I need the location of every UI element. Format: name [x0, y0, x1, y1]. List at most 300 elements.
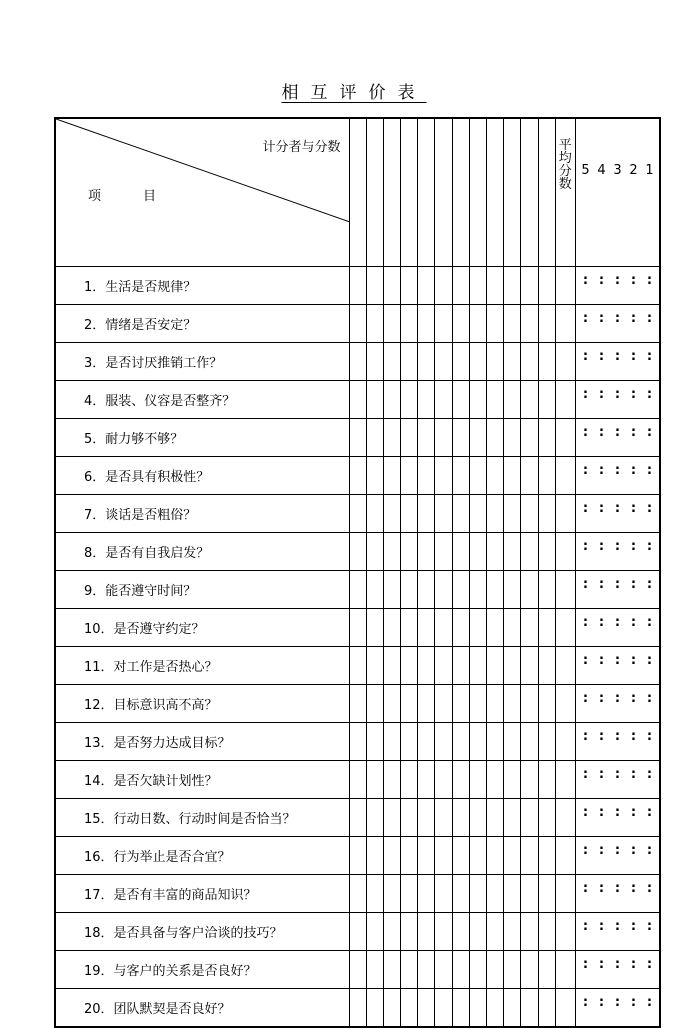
separator-mark: :: [614, 995, 621, 1010]
score-cell[interactable]: [487, 533, 504, 571]
item-question: 1．生活是否规律？: [55, 267, 349, 305]
score-cell[interactable]: [521, 457, 538, 495]
score-cell[interactable]: [521, 723, 538, 761]
score-cell[interactable]: [504, 875, 521, 913]
score-cell[interactable]: [521, 875, 538, 913]
score-cell[interactable]: [538, 875, 555, 913]
score-cell[interactable]: [504, 647, 521, 685]
score-cell[interactable]: [521, 571, 538, 609]
score-cell[interactable]: [366, 305, 383, 343]
score-cell[interactable]: [487, 761, 504, 799]
score-cell[interactable]: [538, 799, 555, 837]
score-cell[interactable]: [521, 685, 538, 723]
score-cell[interactable]: [487, 685, 504, 723]
score-cell[interactable]: [435, 799, 452, 837]
score-cell[interactable]: [401, 343, 418, 381]
score-cell[interactable]: [504, 837, 521, 875]
score-cell[interactable]: [452, 571, 469, 609]
score-cell[interactable]: [521, 609, 538, 647]
score-cell[interactable]: [383, 989, 400, 1028]
score-cell[interactable]: [538, 761, 555, 799]
score-cell[interactable]: [401, 761, 418, 799]
score-cell[interactable]: [435, 875, 452, 913]
average-score-cell[interactable]: [555, 457, 575, 495]
score-cell[interactable]: [538, 571, 555, 609]
score-cell[interactable]: [418, 381, 435, 419]
score-cell[interactable]: [469, 913, 486, 951]
score-cell[interactable]: [469, 381, 486, 419]
score-scale-cell: [575, 723, 660, 761]
score-cell[interactable]: [435, 989, 452, 1028]
score-cell[interactable]: [452, 495, 469, 533]
separator-mark: :: [630, 615, 637, 630]
score-cell[interactable]: [469, 989, 486, 1028]
score-cell[interactable]: [504, 571, 521, 609]
separator-mark: :: [598, 387, 605, 402]
score-cell[interactable]: [469, 495, 486, 533]
score-cell[interactable]: [435, 533, 452, 571]
score-cell[interactable]: [521, 913, 538, 951]
score-cell[interactable]: [401, 381, 418, 419]
score-cell[interactable]: [349, 875, 366, 913]
score-cell[interactable]: [435, 571, 452, 609]
score-cell[interactable]: [452, 419, 469, 457]
score-cell[interactable]: [418, 457, 435, 495]
separator-mark: :: [598, 539, 605, 554]
score-cell[interactable]: [521, 761, 538, 799]
score-cell[interactable]: [469, 837, 486, 875]
score-cell[interactable]: [401, 495, 418, 533]
score-cell[interactable]: [487, 343, 504, 381]
average-score-cell[interactable]: [555, 533, 575, 571]
score-cell[interactable]: [538, 495, 555, 533]
score-cell[interactable]: [383, 343, 400, 381]
score-cell[interactable]: [349, 647, 366, 685]
score-cell[interactable]: [383, 419, 400, 457]
separator-mark: :: [646, 615, 653, 630]
average-score-cell[interactable]: [555, 609, 575, 647]
score-cell[interactable]: [452, 647, 469, 685]
score-cell[interactable]: [366, 837, 383, 875]
score-cell[interactable]: [538, 381, 555, 419]
scorer-column-header: [435, 118, 452, 267]
separator-mark: :: [582, 957, 589, 972]
score-cell[interactable]: [469, 305, 486, 343]
score-cell[interactable]: [538, 685, 555, 723]
average-score-cell[interactable]: [555, 723, 575, 761]
score-cell[interactable]: [452, 875, 469, 913]
score-cell[interactable]: [349, 761, 366, 799]
score-cell[interactable]: [349, 533, 366, 571]
score-cell[interactable]: [349, 609, 366, 647]
score-cell[interactable]: [452, 989, 469, 1028]
separator-mark: :: [646, 995, 653, 1010]
scorer-label: 计分者与分数: [262, 140, 341, 155]
score-cell[interactable]: [435, 761, 452, 799]
score-cell[interactable]: [401, 419, 418, 457]
score-cell[interactable]: [401, 457, 418, 495]
score-cell[interactable]: [487, 989, 504, 1028]
separator-mark: :: [598, 729, 605, 744]
separator-mark: :: [646, 425, 653, 440]
average-score-cell[interactable]: [555, 343, 575, 381]
average-score-cell[interactable]: [555, 989, 575, 1028]
table-row: [55, 457, 660, 495]
score-cell[interactable]: [349, 837, 366, 875]
score-cell[interactable]: [401, 305, 418, 343]
score-cell[interactable]: [435, 381, 452, 419]
score-cell[interactable]: [349, 457, 366, 495]
score-cell[interactable]: [504, 419, 521, 457]
score-cell[interactable]: [435, 647, 452, 685]
score-cell[interactable]: [418, 799, 435, 837]
score-cell[interactable]: [435, 723, 452, 761]
separator-mark: :: [630, 273, 637, 288]
average-score-cell[interactable]: [555, 305, 575, 343]
score-cell[interactable]: [487, 495, 504, 533]
score-cell[interactable]: [521, 837, 538, 875]
score-cell[interactable]: [383, 495, 400, 533]
score-cell[interactable]: [383, 799, 400, 837]
score-cell[interactable]: [452, 723, 469, 761]
score-cell[interactable]: [366, 647, 383, 685]
score-cell[interactable]: [521, 533, 538, 571]
score-cell[interactable]: [521, 381, 538, 419]
separator-mark: :: [630, 349, 637, 364]
score-cell[interactable]: [504, 609, 521, 647]
separator-mark: :: [582, 501, 589, 516]
score-cell[interactable]: [418, 837, 435, 875]
score-cell[interactable]: [487, 381, 504, 419]
separator-mark: :: [582, 349, 589, 364]
score-cell[interactable]: [538, 267, 555, 305]
diagonal-header-cell: [55, 118, 349, 267]
score-cell[interactable]: [452, 533, 469, 571]
score-cell[interactable]: [521, 305, 538, 343]
score-cell[interactable]: [435, 267, 452, 305]
score-scale-cell: [575, 799, 660, 837]
score-cell[interactable]: [435, 419, 452, 457]
score-cell[interactable]: [383, 571, 400, 609]
separator-mark: :: [598, 311, 605, 326]
score-cell[interactable]: [383, 875, 400, 913]
score-cell[interactable]: [383, 457, 400, 495]
table-row: [55, 381, 660, 419]
average-score-cell[interactable]: [555, 685, 575, 723]
score-cell[interactable]: [487, 609, 504, 647]
score-cell[interactable]: [487, 457, 504, 495]
separator-mark: :: [582, 843, 589, 858]
score-cell[interactable]: [418, 723, 435, 761]
average-score-cell[interactable]: [555, 495, 575, 533]
score-cell[interactable]: [383, 647, 400, 685]
score-cell[interactable]: [418, 571, 435, 609]
score-cell[interactable]: [469, 647, 486, 685]
score-cell[interactable]: [418, 495, 435, 533]
score-cell[interactable]: [383, 913, 400, 951]
score-cell[interactable]: [383, 723, 400, 761]
score-cell[interactable]: [366, 989, 383, 1028]
separator-mark: :: [598, 273, 605, 288]
score-cell[interactable]: [401, 685, 418, 723]
score-cell[interactable]: [383, 837, 400, 875]
score-cell[interactable]: [469, 723, 486, 761]
score-cell[interactable]: [418, 913, 435, 951]
score-cell[interactable]: [469, 267, 486, 305]
score-cell[interactable]: [418, 647, 435, 685]
score-cell[interactable]: [504, 799, 521, 837]
score-cell[interactable]: [435, 913, 452, 951]
separator-mark: :: [598, 577, 605, 592]
score-cell[interactable]: [383, 533, 400, 571]
separator-mark: :: [630, 691, 637, 706]
table-row: [55, 343, 660, 381]
score-cell[interactable]: [538, 913, 555, 951]
score-cell[interactable]: [383, 381, 400, 419]
score-cell[interactable]: [401, 647, 418, 685]
score-cell[interactable]: [418, 267, 435, 305]
score-cell[interactable]: [366, 457, 383, 495]
score-scale-cell: [575, 913, 660, 951]
score-cell[interactable]: [383, 305, 400, 343]
score-cell[interactable]: [538, 647, 555, 685]
score-cell[interactable]: [487, 267, 504, 305]
score-cell[interactable]: [349, 419, 366, 457]
score-cell[interactable]: [504, 913, 521, 951]
separator-mark: :: [646, 539, 653, 554]
score-cell[interactable]: [366, 913, 383, 951]
separator-mark: :: [630, 767, 637, 782]
scale-value: 3: [613, 163, 622, 178]
score-cell[interactable]: [521, 343, 538, 381]
score-cell[interactable]: [349, 343, 366, 381]
score-cell[interactable]: [538, 989, 555, 1028]
average-score-header: [555, 118, 575, 267]
score-cell[interactable]: [349, 381, 366, 419]
score-cell[interactable]: [349, 799, 366, 837]
separator-mark: :: [646, 311, 653, 326]
separator-mark: :: [646, 501, 653, 516]
score-cell[interactable]: [504, 457, 521, 495]
separator-mark: :: [614, 919, 621, 934]
average-score-cell[interactable]: [555, 381, 575, 419]
score-cell[interactable]: [349, 571, 366, 609]
score-cell[interactable]: [469, 875, 486, 913]
score-cell[interactable]: [504, 495, 521, 533]
score-cell[interactable]: [538, 723, 555, 761]
score-cell[interactable]: [504, 533, 521, 571]
score-cell[interactable]: [521, 799, 538, 837]
score-cell[interactable]: [366, 419, 383, 457]
score-cell[interactable]: [435, 305, 452, 343]
score-cell[interactable]: [366, 381, 383, 419]
average-score-cell[interactable]: [555, 875, 575, 913]
score-cell[interactable]: [401, 875, 418, 913]
score-cell[interactable]: [418, 343, 435, 381]
score-cell[interactable]: [504, 989, 521, 1028]
score-cell[interactable]: [469, 533, 486, 571]
score-cell[interactable]: [349, 685, 366, 723]
average-score-cell[interactable]: [555, 913, 575, 951]
score-cell[interactable]: [366, 875, 383, 913]
score-cell[interactable]: [418, 989, 435, 1028]
separator-mark: :: [598, 615, 605, 630]
score-cell[interactable]: [487, 913, 504, 951]
average-score-cell[interactable]: [555, 571, 575, 609]
score-cell[interactable]: [504, 381, 521, 419]
score-cell[interactable]: [349, 913, 366, 951]
score-cell[interactable]: [435, 495, 452, 533]
score-cell[interactable]: [401, 989, 418, 1028]
header-row: [55, 118, 660, 267]
score-cell[interactable]: [401, 609, 418, 647]
table-row: [55, 533, 660, 571]
score-cell[interactable]: [452, 913, 469, 951]
score-cell[interactable]: [538, 837, 555, 875]
average-score-cell[interactable]: [555, 419, 575, 457]
score-cell[interactable]: [349, 267, 366, 305]
score-cell[interactable]: [383, 267, 400, 305]
score-cell[interactable]: [366, 571, 383, 609]
separator-mark: :: [614, 273, 621, 288]
score-cell[interactable]: [521, 495, 538, 533]
score-cell[interactable]: [383, 609, 400, 647]
score-cell[interactable]: [383, 761, 400, 799]
score-cell[interactable]: [349, 989, 366, 1028]
score-cell[interactable]: [469, 343, 486, 381]
score-cell[interactable]: [469, 609, 486, 647]
score-cell[interactable]: [452, 799, 469, 837]
score-cell[interactable]: [366, 723, 383, 761]
score-cell[interactable]: [487, 305, 504, 343]
score-cell[interactable]: [521, 647, 538, 685]
score-cell[interactable]: [401, 267, 418, 305]
score-cell[interactable]: [418, 685, 435, 723]
score-cell[interactable]: [452, 609, 469, 647]
item-question: 14．是否欠缺计划性？: [55, 761, 349, 799]
score-cell[interactable]: [538, 533, 555, 571]
score-cell[interactable]: [366, 495, 383, 533]
score-cell[interactable]: [487, 647, 504, 685]
score-cell[interactable]: [504, 723, 521, 761]
average-score-cell[interactable]: [555, 837, 575, 875]
score-cell[interactable]: [487, 723, 504, 761]
score-cell[interactable]: [504, 761, 521, 799]
separator-mark: :: [614, 615, 621, 630]
score-cell[interactable]: [469, 571, 486, 609]
score-cell[interactable]: [418, 419, 435, 457]
separator-mark: :: [630, 387, 637, 402]
score-cell[interactable]: [452, 343, 469, 381]
item-question: 5．耐力够不够？: [55, 419, 349, 457]
score-cell[interactable]: [487, 419, 504, 457]
score-cell[interactable]: [366, 533, 383, 571]
scorer-column-header: [401, 118, 418, 267]
score-cell[interactable]: [418, 609, 435, 647]
separator-mark: :: [646, 691, 653, 706]
score-cell[interactable]: [349, 305, 366, 343]
separator-mark: :: [582, 615, 589, 630]
score-cell[interactable]: [366, 343, 383, 381]
score-cell[interactable]: [435, 343, 452, 381]
score-cell[interactable]: [418, 533, 435, 571]
score-cell[interactable]: [435, 609, 452, 647]
score-cell[interactable]: [366, 685, 383, 723]
score-cell[interactable]: [469, 419, 486, 457]
score-cell[interactable]: [469, 685, 486, 723]
score-cell[interactable]: [521, 267, 538, 305]
score-cell[interactable]: [435, 685, 452, 723]
score-cell[interactable]: [504, 305, 521, 343]
score-cell[interactable]: [366, 761, 383, 799]
score-cell[interactable]: [401, 837, 418, 875]
score-cell[interactable]: [401, 723, 418, 761]
score-cell[interactable]: [504, 343, 521, 381]
score-cell[interactable]: [452, 685, 469, 723]
score-cell[interactable]: [487, 875, 504, 913]
average-score-cell[interactable]: [555, 761, 575, 799]
score-cell[interactable]: [469, 457, 486, 495]
separator-mark: :: [630, 463, 637, 478]
score-cell[interactable]: [452, 381, 469, 419]
separator-mark: :: [598, 881, 605, 896]
item-question: 13．是否努力达成目标？: [55, 723, 349, 761]
score-cell[interactable]: [452, 305, 469, 343]
score-cell[interactable]: [383, 685, 400, 723]
score-cell[interactable]: [366, 799, 383, 837]
score-cell[interactable]: [452, 761, 469, 799]
score-cell[interactable]: [504, 685, 521, 723]
score-cell[interactable]: [504, 267, 521, 305]
score-cell[interactable]: [452, 837, 469, 875]
score-cell[interactable]: [538, 609, 555, 647]
score-cell[interactable]: [452, 267, 469, 305]
score-cell[interactable]: [538, 457, 555, 495]
score-cell[interactable]: [418, 305, 435, 343]
separator-mark: :: [646, 349, 653, 364]
score-cell[interactable]: [401, 533, 418, 571]
item-question: 11．对工作是否热心？: [55, 647, 349, 685]
score-cell[interactable]: [487, 837, 504, 875]
score-cell[interactable]: [487, 571, 504, 609]
score-cell[interactable]: [435, 457, 452, 495]
separator-mark: :: [614, 729, 621, 744]
average-score-cell[interactable]: [555, 267, 575, 305]
score-cell[interactable]: [401, 799, 418, 837]
score-cell[interactable]: [349, 723, 366, 761]
score-cell[interactable]: [418, 761, 435, 799]
score-cell[interactable]: [418, 875, 435, 913]
score-cell[interactable]: [538, 343, 555, 381]
score-cell[interactable]: [435, 837, 452, 875]
score-cell[interactable]: [521, 989, 538, 1028]
score-cell[interactable]: [452, 457, 469, 495]
score-cell[interactable]: [401, 913, 418, 951]
score-cell[interactable]: [366, 609, 383, 647]
score-cell[interactable]: [401, 571, 418, 609]
average-score-cell[interactable]: [555, 647, 575, 685]
score-cell[interactable]: [366, 267, 383, 305]
separator-mark: :: [646, 387, 653, 402]
score-cell[interactable]: [487, 799, 504, 837]
score-cell[interactable]: [469, 761, 486, 799]
score-cell[interactable]: [469, 799, 486, 837]
score-cell[interactable]: [538, 419, 555, 457]
average-score-cell[interactable]: [555, 799, 575, 837]
score-cell[interactable]: [538, 305, 555, 343]
score-cell[interactable]: [521, 419, 538, 457]
score-cell[interactable]: [349, 495, 366, 533]
